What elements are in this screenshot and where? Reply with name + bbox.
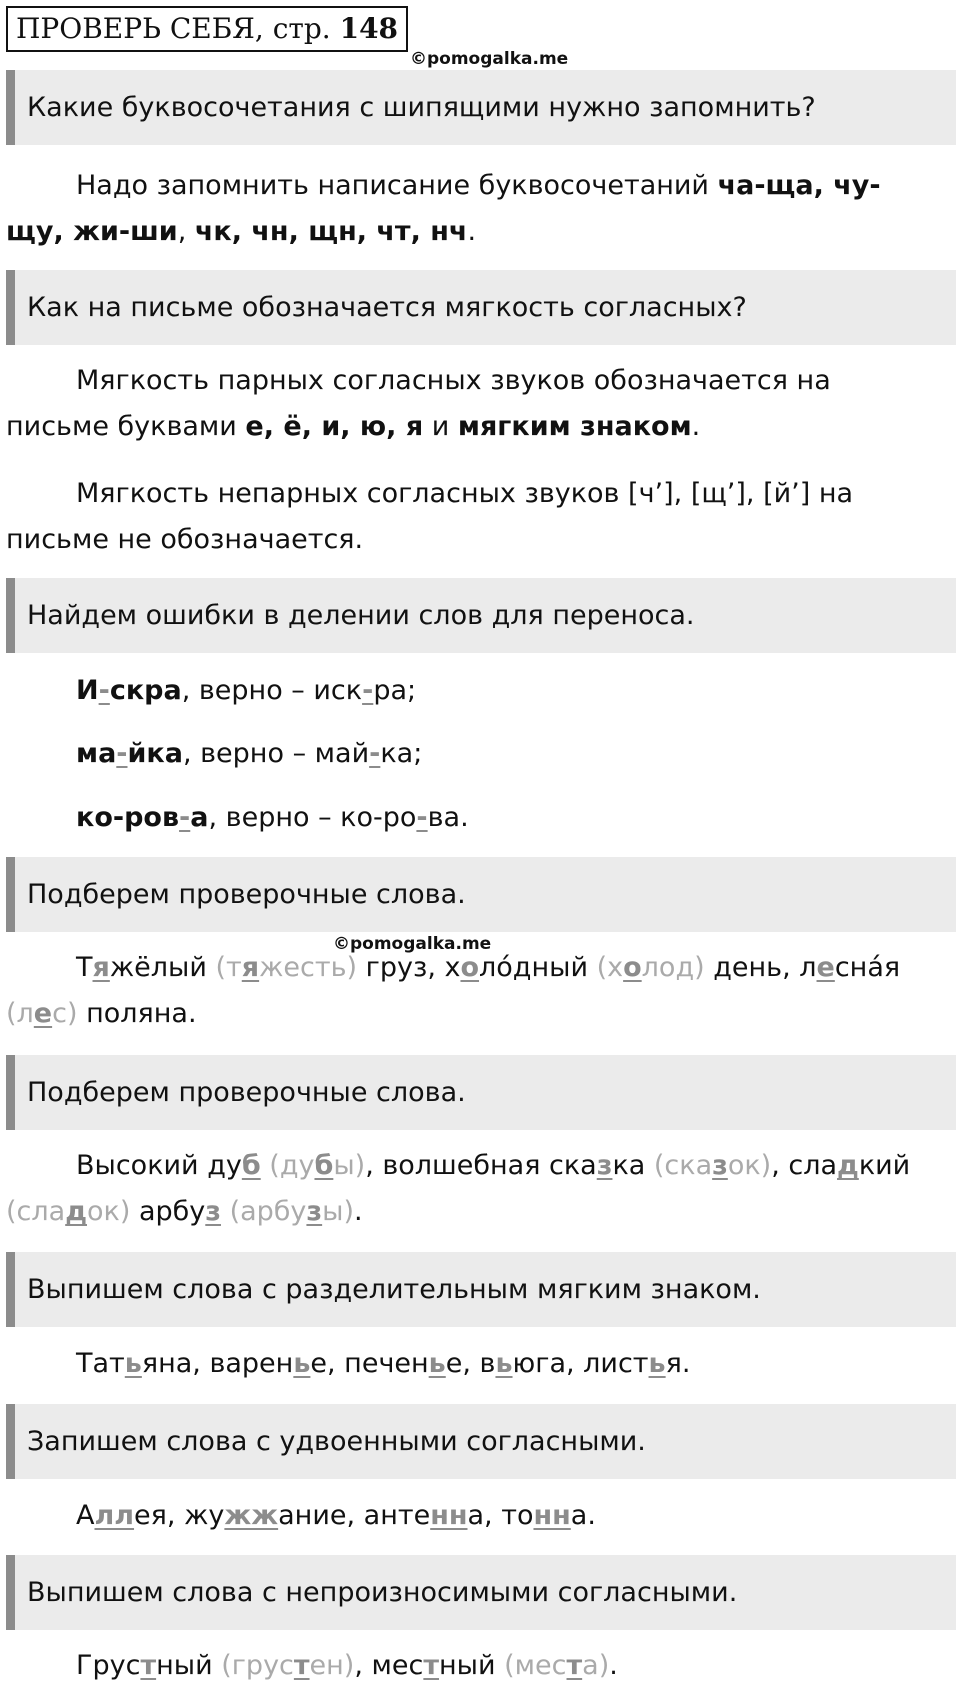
question-7: Запишем слова с удвоенными согласными.	[6, 1404, 956, 1479]
question-6: Выпишем слова с разделительным мягким знаком.	[6, 1252, 956, 1327]
hyphen-row: ко-ров-а, верно – ко-ро-ва.	[76, 802, 469, 833]
question-1: Какие буквосочетания с шипящими нужно запомнить?	[6, 70, 956, 145]
hyphen-row: ма-йка, верно – май-ка;	[76, 738, 423, 769]
question-4: Подберем проверочные слова.	[6, 857, 956, 932]
answer-2-extra: Мягкость непарных согласных звуков [ч’], [щ’], [й’] на письме не обозначается.	[6, 478, 854, 555]
watermark: ©pomogalka.me	[333, 934, 492, 954]
answer-1: Надо запомнить написание буквосочетаний ча-ща, чу- щу, жи-ши, чк, чн, щн, чт, нч.	[6, 170, 881, 247]
answer-5: Высокий дуб (дубы), волшебная сказка (сказок), сладкий (сладок) арбуз (арбузы).	[6, 1150, 911, 1227]
answer-4: Тяжёлый (тяжесть) груз, холо́дный (холод) день, лесна́я (лес) поляна.	[6, 952, 901, 1029]
answer-7: Аллея, жужжание, антенна, тонна.	[76, 1500, 596, 1531]
question-8: Выпишем слова с непроизносимыми согласными.	[6, 1555, 956, 1630]
question-2: Как на письме обозначается мягкость согласных?	[6, 270, 956, 345]
page-title: ПРОВЕРЬ СЕБЯ, стр. 148	[6, 6, 408, 52]
answer-8: Грустный (грустен), местный (места).	[76, 1650, 618, 1681]
hyphen-row: И-скра, верно – иск-ра;	[76, 675, 417, 706]
answer-2: Мягкость парных согласных звуков обозначается на письме буквами е, ё, и, ю, я и мягким знаком.	[6, 365, 831, 442]
watermark: ©pomogalka.me	[410, 49, 569, 69]
question-5: Подберем проверочные слова.	[6, 1055, 956, 1130]
answer-6: Татьяна, варенье, печенье, вьюга, листья.	[76, 1348, 691, 1379]
question-3: Найдем ошибки в делении слов для переноса.	[6, 578, 956, 653]
